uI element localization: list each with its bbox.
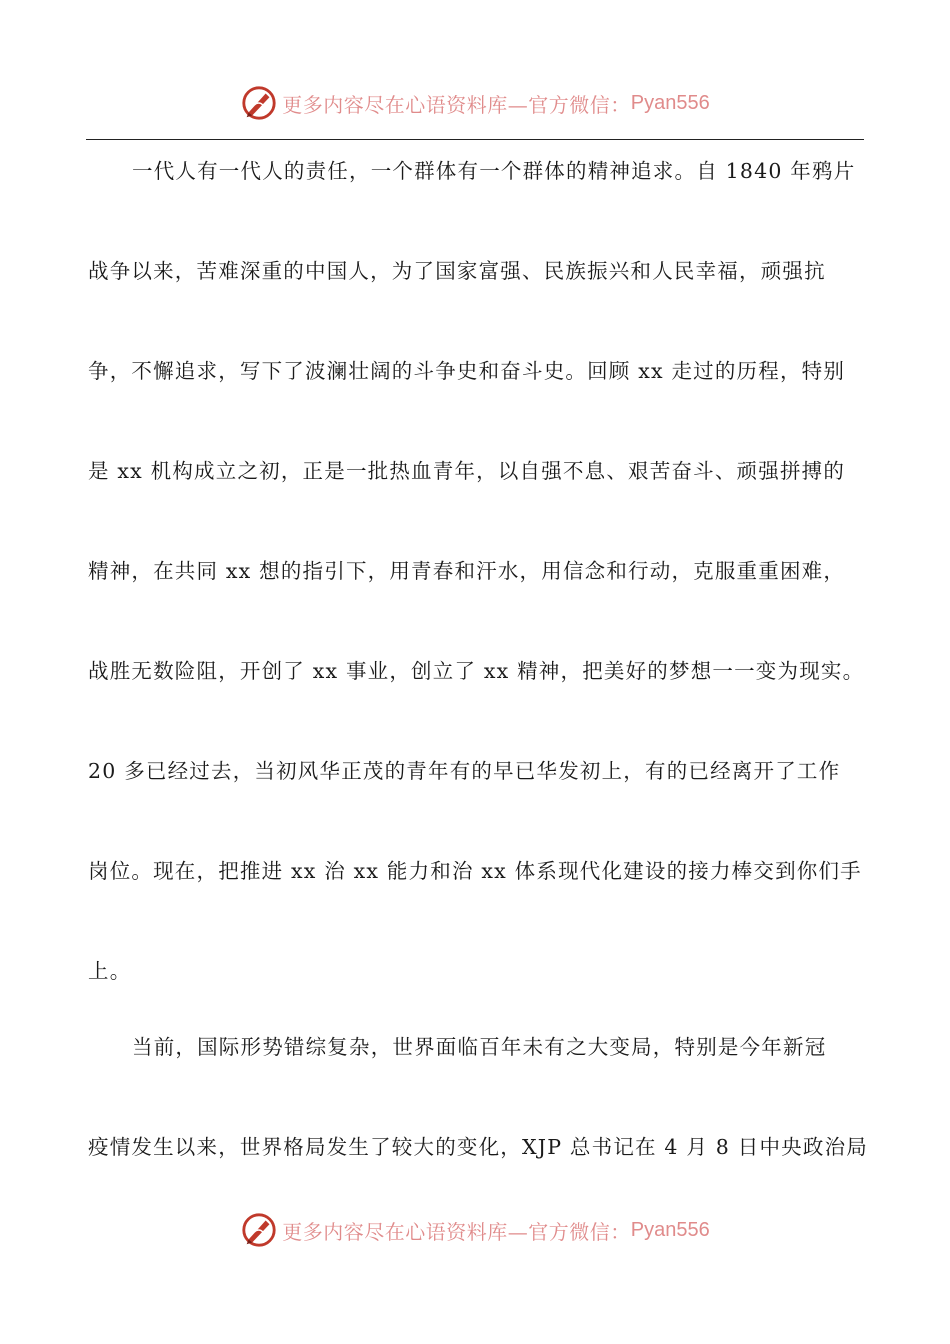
text-line: 疫情发生以来，世界格局发生了较大的变化，XJP 总书记在 4 月 8 日中央政治局 [88, 1135, 868, 1159]
text-line: 精神，在共同 xx 想的指引下，用青春和汗水，用信念和行动，克服重重困难， [88, 559, 846, 583]
header-banner [0, 78, 950, 128]
header-divider [86, 139, 864, 140]
text-line: 一代人有一代人的责任，一个群体有一个群体的精神追求。自 1840 年鸦片 [132, 159, 856, 183]
footer-banner [0, 1205, 950, 1255]
text-line: 战争以来，苦难深重的中国人，为了国家富强、民族振兴和人民幸福，顽强抗 [88, 259, 826, 283]
text-line: 20 多已经过去，当初风华正茂的青年有的早已华发初上，有的已经离开了工作 [88, 759, 841, 783]
banner-text: 更多内容尽在心语资料库—官方微信： [282, 92, 631, 117]
text-line: 上。 [88, 959, 132, 983]
pen-logo-icon [240, 1211, 278, 1249]
banner-wechat-id: Pyan556 [630, 91, 710, 114]
banner-text: 更多内容尽在心语资料库—官方微信： [282, 1219, 631, 1244]
banner-wechat-id: Pyan556 [630, 1218, 710, 1241]
body-text [88, 148, 868, 1224]
text-line: 岗位。现在，把推进 xx 治 xx 能力和治 xx 体系现代化建设的接力棒交到你们手 [88, 859, 862, 883]
text-line: 战胜无数险阻，开创了 xx 事业，创立了 xx 精神，把美好的梦想一一变为现实。 [88, 659, 865, 683]
text-line: 是 xx 机构成立之初，正是一批热血青年，以自强不息、艰苦奋斗、顽强拼搏的 [88, 459, 846, 483]
text-line: 争，不懈追求，写下了波澜壮阔的斗争史和奋斗史。回顾 xx 走过的历程，特别 [88, 359, 846, 383]
text-line: 当前，国际形势错综复杂，世界面临百年未有之大变局，特别是今年新冠 [132, 1035, 827, 1059]
pen-logo-icon [240, 84, 278, 122]
